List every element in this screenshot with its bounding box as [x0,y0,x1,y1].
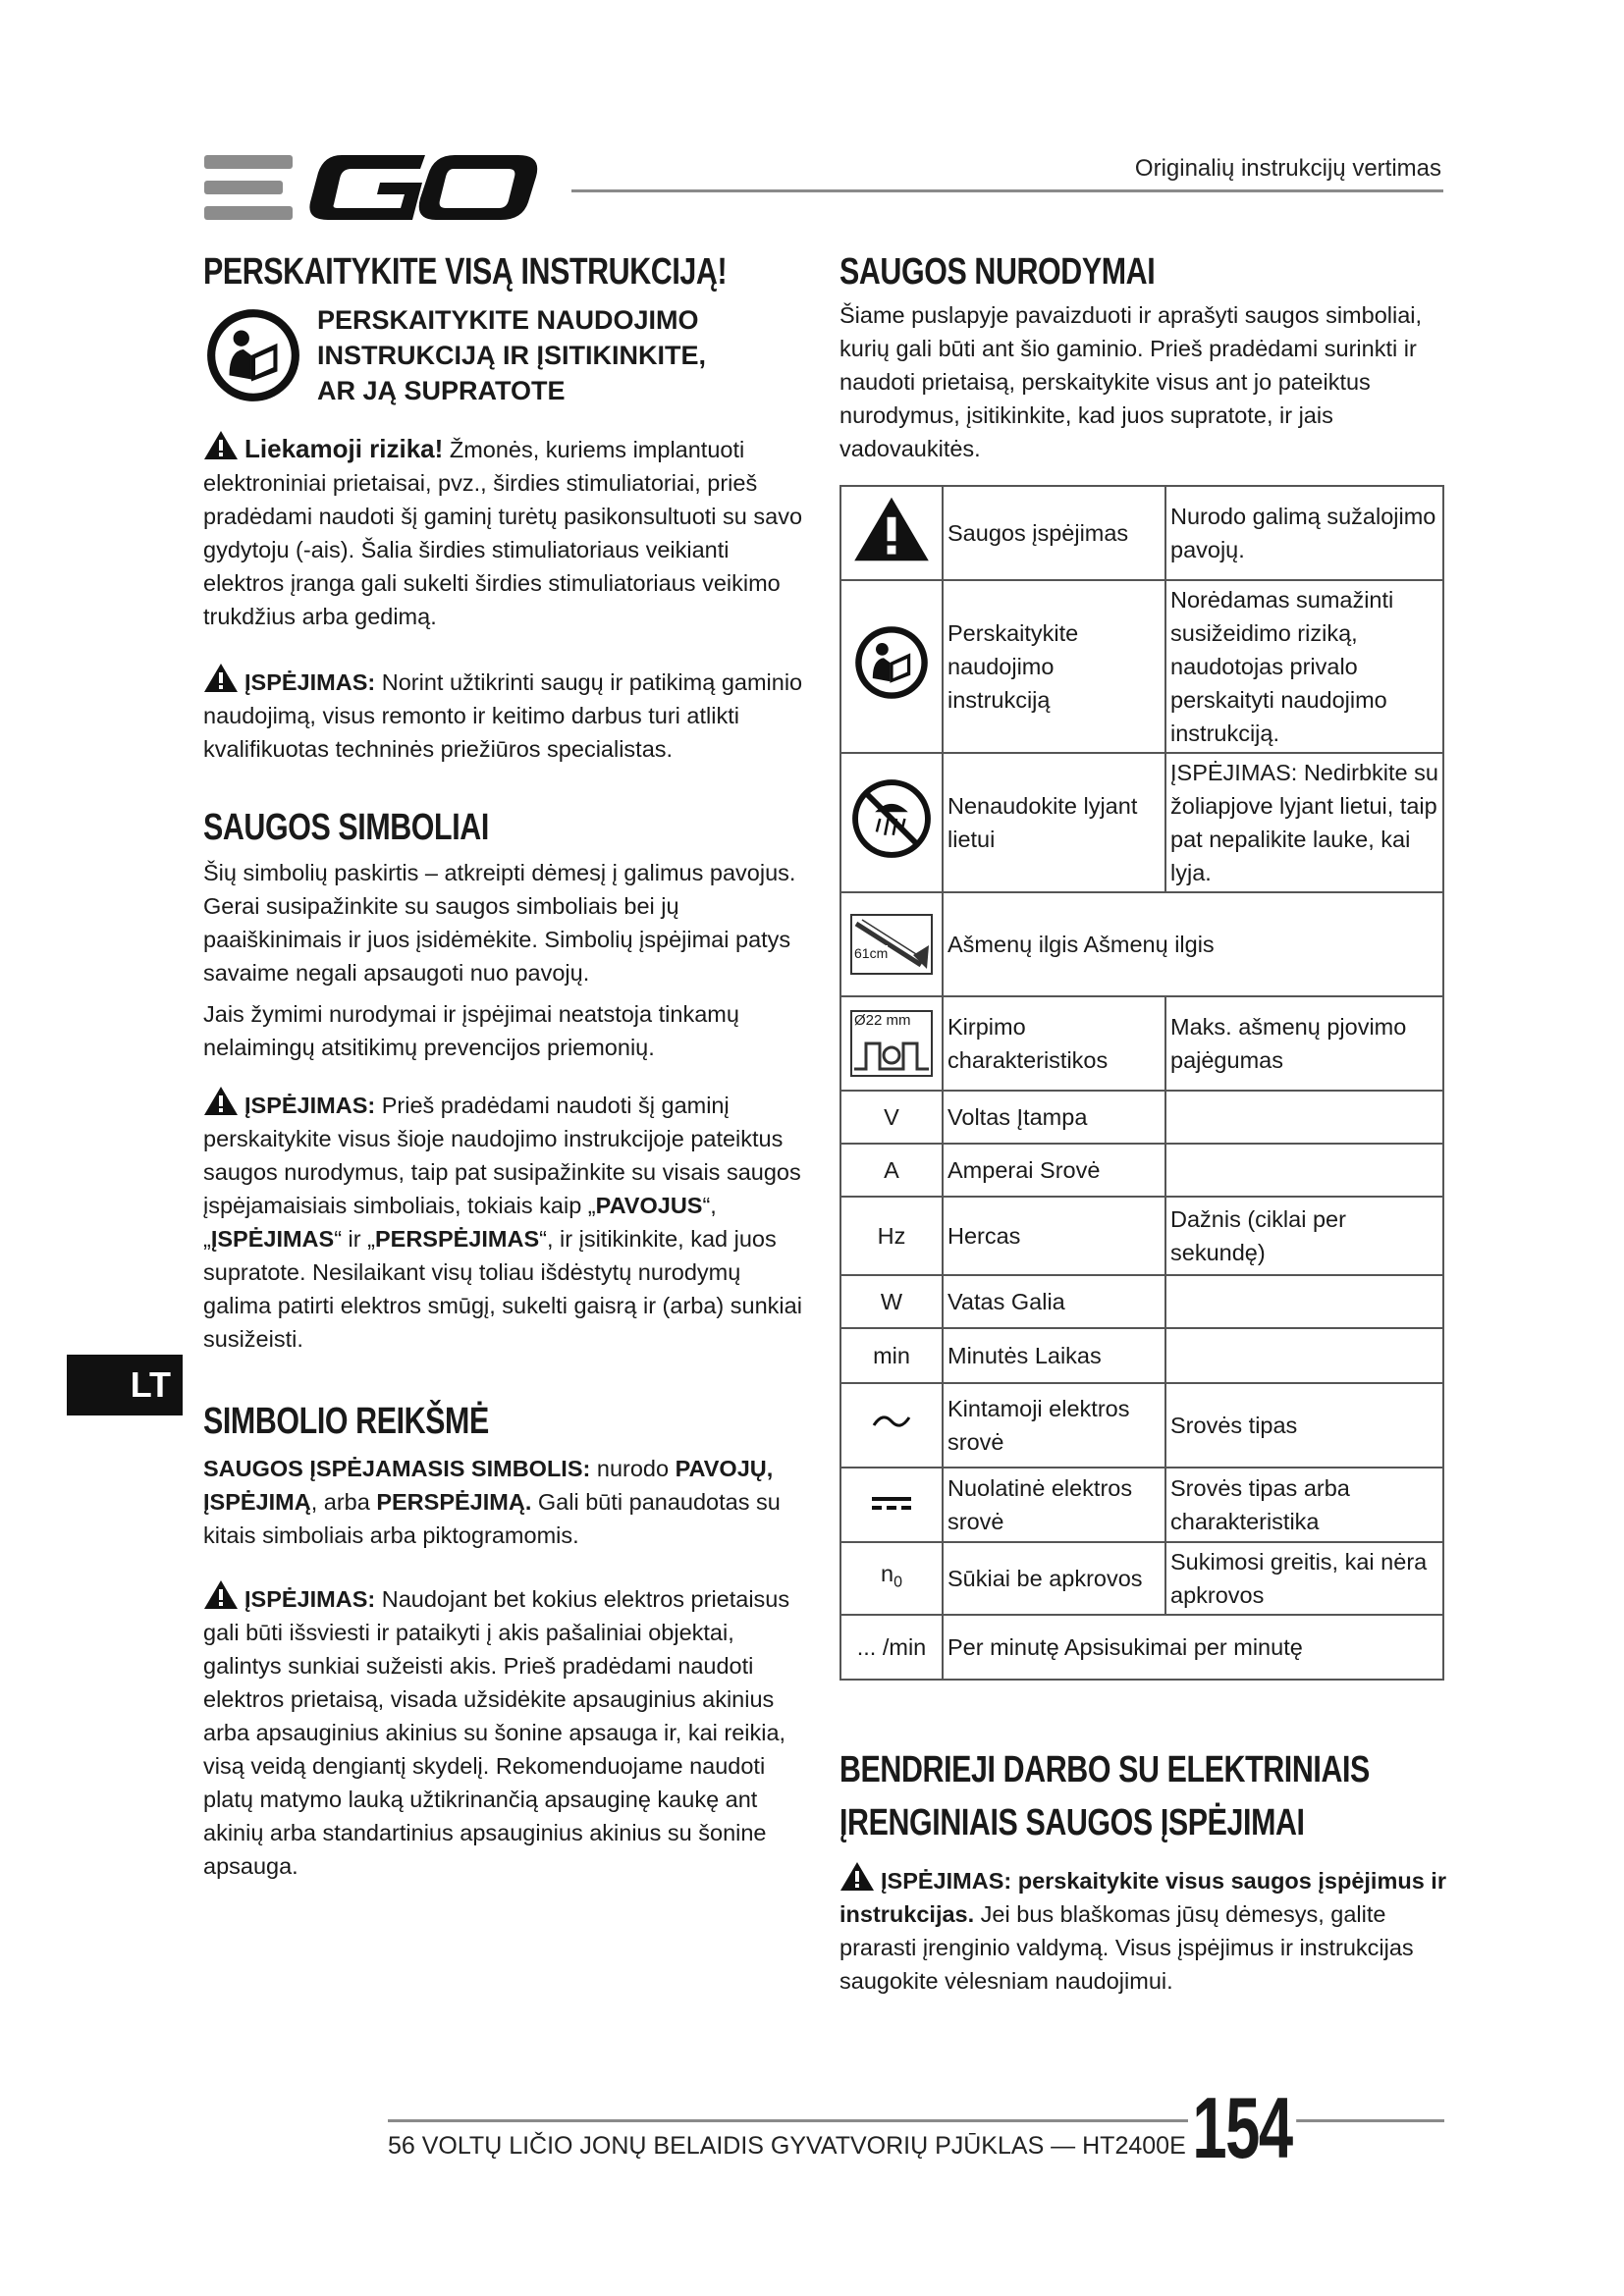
symbol-meaning-text: Gali būti panaudotas su kitais simboliais arba piktogramomis. [203,1489,781,1548]
warning-read-paragraph [203,1086,804,1356]
symbols-paragraph-1: Šių simbolių paskirtis – atkreipti dėmesį į galimus pavojus. Gerai susipažinkite su saugos simboliais bei jų paaiškinimais ir juos įsidėmėkite. Simbolių įspėjimai patys savaime negali apsaugoti nuo pavojų. [203,860,796,986]
residual-risk-paragraph [203,430,804,633]
general-warning-paragraph [839,1861,1448,1998]
table-row [840,996,1443,1091]
table-row [840,486,1443,580]
read-instructions-text: PERSKAITYKITE NAUDOJIMO INSTRUKCIJĄ IR ĮSITIKINKITE, AR JĄ SUPRATOTE [317,305,707,405]
symbol-meaning-text: , arba [310,1489,377,1515]
warning-triangle-icon [203,1086,239,1116]
hertz-symbol: Hz [840,1197,943,1275]
general-warnings-title [839,1743,1370,1849]
warning-triangle-icon [839,1861,875,1892]
read-instructions-box [203,302,804,408]
symbol-meaning-paragraph [203,1452,804,1552]
symbol-description [1165,1144,1443,1197]
safety-alert-label: SAUGOS ĮSPĖJAMASIS SIMBOLIS: [203,1456,591,1481]
symbol-name: Kintamoji elektros srovė [943,1383,1165,1468]
general-warnings-title-line-1: BENDRIEJI DARBO SU ELEKTRINIAIS [839,1749,1370,1790]
ampere-symbol: A [840,1144,943,1197]
symbol-name: Per minutę Apsisukimai per minutę [943,1615,1443,1680]
table-row [840,1328,1443,1383]
right-column [839,251,1448,1998]
watt-symbol: W [840,1275,943,1328]
no-rain-icon [850,777,933,860]
symbol-description: Maks. ašmenų pjovimo pajėgumas [1165,996,1443,1091]
symbol-description: Srovės tipas arba charakteristika [1165,1468,1443,1542]
no-load-speed-letter: n [881,1561,894,1587]
warning-eyes-text: Naudojant bet kokius elektros prietaisus gali būti išsviesti ir pataikyti į akis pašaliniai objektai, galintys sunkiai sužeisti akis. Prieš pradėdami naudoti elektros prietaisą, visada užsidėkite apsauginius akinius arba apsauginius akinius su šonine apsauga ir, kai reikia, visą veidą dengiantį skydelį. Rekomenduojame naudoti platų matymo lauką užtikrinančią apsauginę kaukę ant akinių arba standartinius apsauginius akinius su šonine apsauga. [203,1586,790,1879]
table-row [840,1468,1443,1542]
language-tab: LT [67,1355,183,1415]
symbol-description: Norėdamas sumažinti susižeidimo riziką, naudotojas privalo perskaityti naudojimo instrukciją. [1165,580,1443,753]
residual-risk-label: Liekamoji rizika! [244,434,444,463]
table-row [840,1091,1443,1144]
symbol-description [1165,1275,1443,1328]
danger-word: PAVOJUS [595,1193,703,1218]
symbol-name: Nuolatinė elektros srovė [943,1468,1165,1542]
warning-triangle-icon [203,430,239,460]
general-warning-text: Jei bus blaškomas jūsų dėmesys, galite prarasti įrenginio valdymą. Visus įspėjimus ir instrukcijas saugokite vėlesniam naudojimui. [839,1901,1414,1994]
read-manual-icon [203,305,303,405]
minute-symbol: min [840,1328,943,1383]
table-row [840,753,1443,892]
caution-word: PERSPĖJIMAS [374,1226,540,1252]
direct-current-icon [870,1493,913,1513]
safety-instructions-intro: Šiame puslapyje pavaizduoti ir aprašyti saugos simboliai, kurių gali būti ant šio gaminio. Prieš pradėdami surinkti ir naudoti prietaisą, perskaitykite visus ant jo pateiktus nurodymus, įsitikinkite, kad juos supratote, ir jais vadovaukitės. [839,302,1423,461]
symbols-paragraph-2: Jais žymimi nurodymai ir įspėjimai neatstoja tinkamų nelaimingų atsitikimų prevencijos priemonių. [203,1001,739,1060]
safety-symbols-title: SAUGOS SIMBOLIAI [203,807,489,848]
warning-read-text: “, ir įsitikinkite, kad juos supratote. Nesilaikant visų toliau išdėstytų nurodymų galima patirti elektros smūgį, sukelti gaisrą ir (arba) sunkiai susižeisti. [203,1226,802,1352]
table-row [840,1197,1443,1275]
symbol-name: Nenaudokite lyjant lietui [943,753,1165,892]
symbol-description: Nurodo galimą sužalojimo pavojų. [1165,486,1443,580]
symbol-description [1165,1091,1443,1144]
warning-service-text: Norint užtikrinti saugų ir patikimą gaminio naudojimą, visus remonto ir keitimo darbus turi atlikti kvalifikuotas techninės priežiūros specialistas. [203,669,803,762]
safety-instructions-title: SAUGOS NURODYMAI [839,251,1156,293]
footer-product-title: 56 VOLTŲ LIČIO JONŲ BELAIDIS GYVATVORIŲ PJŪKLAS — HT2400E [388,2132,1192,2161]
symbol-description: Dažnis (ciklai per sekundę) [1165,1197,1443,1275]
danger-warning-words: PAVOJŲ, ĮSPĖJIMĄ [203,1456,774,1515]
warning-triangle-icon [852,493,931,565]
symbols-table [839,485,1444,1681]
read-instructions-title: PERSKAITYKITE VISĄ INSTRUKCIJĄ! [203,251,728,293]
symbol-name: Hercas [943,1197,1165,1275]
warning-label: ĮSPĖJIMAS: [244,669,376,695]
table-row [840,1144,1443,1197]
warning-service-paragraph [203,663,804,766]
warning-eyes-paragraph [203,1579,804,1883]
left-column [203,251,804,1883]
symbol-name: Minutės Laikas [943,1328,1165,1383]
warning-label: ĮSPĖJIMAS: [244,1093,376,1118]
table-row [840,1383,1443,1468]
symbol-name: Vatas Galia [943,1275,1165,1328]
ego-logo [204,147,538,226]
no-load-speed-symbol [840,1542,943,1615]
symbol-name: Kirpimo charakteristikos [943,996,1165,1091]
per-minute-symbol: ... /min [840,1615,943,1680]
symbol-description: Srovės tipas [1165,1383,1443,1468]
symbol-name: Ašmenų ilgis Ašmenų ilgis [943,892,1443,996]
header-rule [571,189,1443,192]
symbol-name: Voltas Įtampa [943,1091,1165,1144]
warning-label: ĮSPĖJIMAS: [244,1586,376,1612]
general-warnings-title-line-2: ĮRENGINIAIS SAUGOS ĮSPĖJIMAI [839,1802,1305,1843]
warning-word: ĮSPĖJIMAS [210,1226,335,1252]
symbol-name: Amperai Srovė [943,1144,1165,1197]
cutting-capacity-value: Ø22 mm [854,1012,911,1029]
read-manual-icon [852,623,931,702]
blade-length-value: 61cm [854,945,889,961]
table-row [840,1615,1443,1680]
warning-triangle-icon [203,663,239,693]
general-warning-label: ĮSPĖJIMAS: perskaitykite visus saugos įspėjimus ir instrukcijas. [839,1868,1446,1927]
no-load-speed-subscript: 0 [893,1574,902,1591]
symbol-meaning-title: SIMBOLIO REIKŠMĖ [203,1401,489,1442]
symbol-meaning-text: nurodo [590,1456,676,1481]
symbol-name: Sūkiai be apkrovos [943,1542,1165,1615]
warning-read-text: “, „ [203,1193,717,1252]
symbol-name: Perskaitykite naudojimo instrukciją [943,580,1165,753]
warning-read-text: “ ir „ [334,1226,375,1252]
residual-risk-text: Žmonės, kuriems implantuoti elektroniniai prietaisai, pvz., širdies stimuliatoriai, prieš pradėdami naudoti šį gaminį turėtų pasikonsultuoti su savo gydytoju (-ais). Šalia širdies stimuliatoriaus veikianti elektros įranga gali sukelti širdies stimuliatoriaus veikimo trukdžius arba gedimą. [203,437,803,629]
alternating-current-icon [870,1410,913,1433]
volt-symbol: V [840,1091,943,1144]
table-row [840,580,1443,753]
warning-triangle-icon [203,1579,239,1610]
symbol-description [1165,1328,1443,1383]
table-row [840,1275,1443,1328]
cutting-capacity-icon [850,1010,933,1077]
blade-length-icon [850,914,933,975]
table-row [840,1542,1443,1615]
symbol-description: ĮSPĖJIMAS: Nedirbkite su žoliapjove lyjant lietui, taip pat nepalikite lauke, kai lyja. [1165,753,1443,892]
page-number: 154 [1188,2079,1296,2177]
table-row [840,892,1443,996]
symbol-description: Sukimosi greitis, kai nėra apkrovos [1165,1542,1443,1615]
warning-read-text: Prieš pradėdami naudoti šį gaminį perskaitykite visus šioje naudojimo instrukcijoje pateiktus saugos nurodymus, taip pat susipažinkite su visais saugos įspėjamaisiais simboliais, tokiais kaip „ [203,1093,801,1218]
header-subtitle: Originalių instrukcijų vertimas [1134,155,1441,182]
caution-word: PERSPĖJIMĄ. [376,1489,532,1515]
symbol-name: Saugos įspėjimas [943,486,1165,580]
